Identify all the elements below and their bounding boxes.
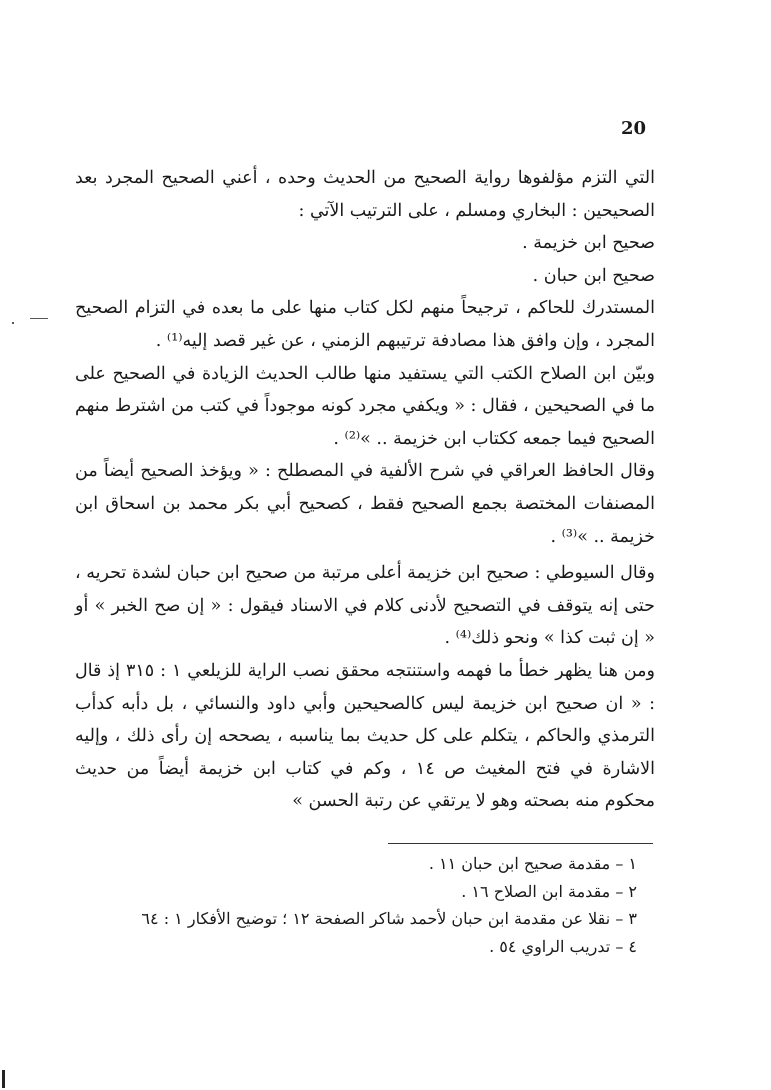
paragraph-3: وبيّن ابن الصلاح الكتب التي يستفيد منها طالب الحديث الزيادة في الصحيح على ما في الصحيحين ، فقال : « ويكفي مجرد كونه موجوداً في كتب من اشترط منهم الصحيح فيما جمعه ككتاب ابن خزيمة .. »⁽²⁾ . [75,363,655,449]
footnote-3: ٣ – نقلا عن مقدمة ابن حبان لأحمد شاكر الصفحة ١٢ ؛ توضيح الأفكار ١ : ٦٤ [141,909,637,928]
footnotes [130,850,655,960]
footnote-2: ٢ – مقدمة ابن الصلاح ١٦ . [461,881,637,901]
page-number: 20 [621,118,647,139]
scan-mark [2,1070,5,1088]
main-text [75,162,655,818]
footnote-1: ١ – مقدمة صحيح ابن حبان ١١ . [428,854,637,873]
footnote-divider [388,843,653,844]
paragraph-4: وقال الحافظ العراقي في شرح الألفية في المصطلح : « ويؤخذ الصحيح أيضاً من المصنفات المختصة بجمع الصحيح فقط ، كصحيح أبي بكر محمد بن اسحاق ابن خزيمة .. »⁽³⁾ . [75,461,655,547]
paragraph-5: وقال السيوطي : صحيح ابن خزيمة أعلى مرتبة من صحيح ابن حبان لشدة تحريه ، حتى إنه يتوقف في التصحيح لأدنى كلام في الاسناد فيقول : « إن صح الخبر » أو « إن ثبت كذا » ونحو ذلك⁽⁴⁾ . [75,563,655,649]
scan-mark [30,318,48,319]
paragraph-2: المستدرك للحاكم ، ترجيحاً منهم لكل كتاب منها على ما بعده في التزام الصحيح المجرد ، وإن وافق هذا مصادفة ترتيبهم الزمني ، عن غير قصد إليه⁽¹⁾ . [75,298,655,351]
paragraph-6: ومن هنا يظهر خطأ ما فهمه واستنتجه محقق نصب الراية للزيلعي ١ : ٣١٥ إذ قال : « ان صحيح ابن خزيمة ليس كالصحيحين وأبي داود والنسائي ، بل دأبه كدأب الترمذي والحاكم ، يتكلم على كل حديث بما يناسبه ، يصححه إن رأى ذلك ، وإليه الاشارة في فتح المغيث ص ١٤ ، وكم في كتاب ابن خزيمة أيضاً من حديث محكوم منه بصحته وهو لا يرتقي عن رتبة الحسن » [75,660,656,812]
footnote-4: ٤ – تدريب الراوي ٥٤ . [489,936,637,956]
scan-mark [12,322,14,324]
paragraph-1: التي التزم مؤلفوها رواية الصحيح من الحديث وحده ، أعني الصحيح المجرد بعد الصحيحين : البخاري ومسلم ، على الترتيب الآتي : [75,168,655,221]
list-item-ibn-khuzaima: صحيح ابن خزيمة . [522,233,655,254]
list-item-ibn-hibban: صحيح ابن حبان . [532,265,655,286]
